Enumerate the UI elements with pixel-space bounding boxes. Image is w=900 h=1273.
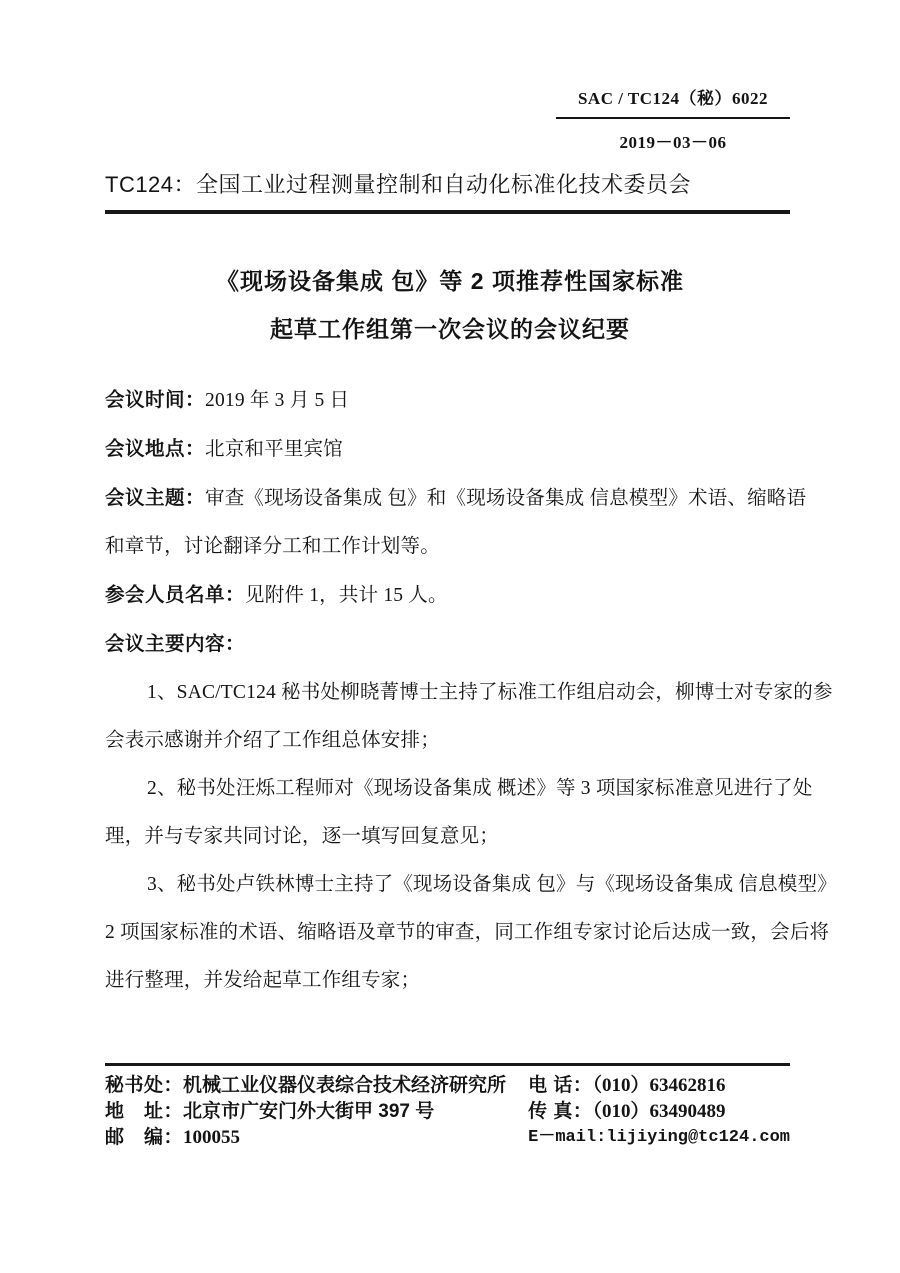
postcode-label: 邮 编： xyxy=(105,1127,184,1148)
item-2-line-2: 理，并与专家共同讨论，逐一填写回复意见； xyxy=(105,826,500,847)
doc-date: 2019－03－06 xyxy=(619,133,727,152)
meeting-time-value: 2019 年 3 月 5 日 xyxy=(205,390,350,411)
committee-heading: TC124：全国工业过程测量控制和自动化标准化技术委员会 xyxy=(105,172,692,197)
fax-label: 传 真： xyxy=(528,1101,593,1122)
document-footer xyxy=(105,1063,790,1151)
attendees-line xyxy=(105,571,810,620)
item-3-line-1: 3、秘书处卢铁林博士主持了《现场设备集成 包》与《现场设备集成 信息模型》 xyxy=(147,874,837,895)
footer-right-column xyxy=(528,1073,790,1151)
meeting-place-line xyxy=(105,425,810,474)
title-line-1: 《现场设备集成 包》等 2 项推荐性国家标准 xyxy=(216,268,684,294)
phone-line xyxy=(528,1073,790,1099)
attendees-label: 参会人员名单： xyxy=(105,584,246,606)
meeting-place-label: 会议地点： xyxy=(105,438,206,460)
item-1-line-1: 1、SAC/TC124 秘书处柳晓菁博士主持了标准工作组启动会，柳博士对专家的参 xyxy=(147,682,833,703)
postcode-line xyxy=(105,1125,506,1151)
main-content-heading: 会议主要内容： xyxy=(105,633,246,655)
title-line-2: 起草工作组第一次会议的会议纪要 xyxy=(270,316,630,342)
secretariat-line xyxy=(105,1073,506,1099)
meeting-topic-value: 审查《现场设备集成 包》和《现场设备集成 信息模型》术语、缩略语 xyxy=(205,488,807,509)
item-3-line-2: 2 项国家标准的术语、缩略语及章节的审查，同工作组专家讨论后达成一致，会后将 xyxy=(105,922,830,943)
meeting-topic-line-1 xyxy=(105,474,810,523)
secretariat-label: 秘书处： xyxy=(105,1075,184,1096)
item-1-line-2: 会表示感谢并介绍了工作组总体安排； xyxy=(105,730,440,751)
meeting-topic-label: 会议主题： xyxy=(105,487,206,509)
secretariat-value: 机械工业仪器仪表综合技术经济研究所 xyxy=(183,1075,507,1096)
header-rule xyxy=(105,210,790,214)
phone-label: 电 话： xyxy=(528,1075,593,1096)
email-line: E－mail:lijiying@tc124.com xyxy=(528,1128,790,1147)
attendees-value: 见附件 1，共计 15 人。 xyxy=(245,585,448,606)
item-3-line-3: 进行整理，并发给起草工作组专家； xyxy=(105,970,421,991)
document-title xyxy=(0,257,900,353)
document-body xyxy=(105,376,837,1005)
fax-value: （010）63490489 xyxy=(592,1101,726,1122)
meeting-topic-line-2: 和章节，讨论翻译分工和工作计划等。 xyxy=(105,536,440,557)
address-label: 地 址： xyxy=(105,1101,184,1122)
meeting-place-value: 北京和平里宾馆 xyxy=(205,439,343,460)
meeting-time-line xyxy=(105,376,810,425)
doc-header xyxy=(556,84,790,153)
phone-value: （010）63462816 xyxy=(592,1075,726,1096)
item-2-line-1: 2、秘书处汪烁工程师对《现场设备集成 概述》等 3 项国家标准意见进行了处 xyxy=(147,778,813,799)
address-value: 北京市广安门外大街甲 397 号 xyxy=(183,1101,435,1122)
doc-number: SAC / TC124（秘）6022 xyxy=(556,84,790,119)
fax-line xyxy=(528,1099,790,1125)
meeting-time-label: 会议时间： xyxy=(105,389,206,411)
footer-left-column xyxy=(105,1073,506,1151)
address-line xyxy=(105,1099,506,1125)
postcode-value: 100055 xyxy=(183,1127,241,1148)
